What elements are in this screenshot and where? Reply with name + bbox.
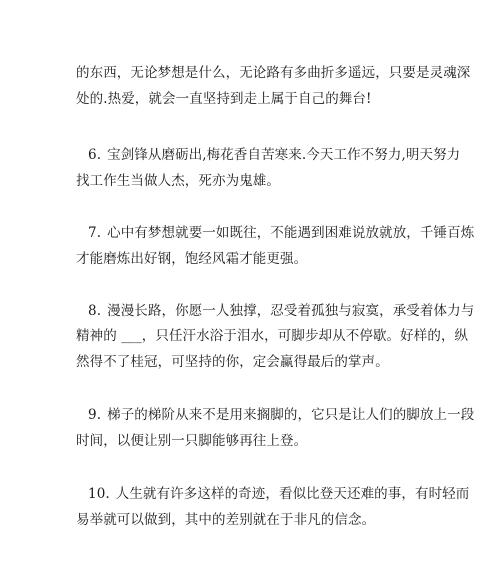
paragraph-intro-line-1: 的东西，无论梦想是什么，无论路有多曲折多遥远，只要是灵魂深 [76,65,471,81]
paragraph-10-line-2: 易举就可以做到，其中的差别就在于非凡的信念。 [76,512,376,528]
paragraph-10-line-1 [88,486,469,502]
paragraph-9-line-2: 时间，以便让别一只脚能够再往上登。 [76,433,308,449]
paragraph-9-number: 9. [88,407,102,423]
paragraph-6-line-2: 找工作生当做人杰，死亦为鬼雄。 [76,173,280,189]
paragraph-8-line-1 [88,303,474,319]
paragraph-9-text-1: 梯子的梯阶从来不是用来搁脚的，它只是让人们的脚放上一段 [107,407,475,423]
paragraph-10-number: 10. [88,486,110,502]
paragraph-10-text-1: 人生就有许多这样的奇迹，看似比登天还难的事，有时轻而 [115,486,470,502]
paragraph-8-line-3: 然得不了桂冠，可坚持的你，定会赢得最后的掌声。 [76,354,389,370]
paragraph-6-text-1: 宝剑锋从磨砺出,梅花香自苦寒来.今天工作不努力,明天努力 [107,147,461,163]
paragraph-6-line-1 [88,147,460,163]
paragraph-7-text-1: 心中有梦想就要一如既往，不能遇到困难说放就放，千锤百炼 [107,225,475,241]
paragraph-9-line-1 [88,407,474,423]
paragraph-6-number: 6. [88,147,102,163]
paragraph-7-line-2: 才能磨炼出好钢，饱经风霜才能更强。 [76,251,308,267]
paragraph-8-text-1: 漫漫长路，你愿一人独撑，忍受着孤独与寂寞，承受着体力与 [107,303,475,319]
paragraph-8-number: 8. [88,303,102,319]
paragraph-7-number: 7. [88,225,102,241]
paragraph-intro-line-2: 处的.热爱，就会一直坚持到走上属于自己的舞台! [76,91,372,107]
paragraph-7-line-1 [88,225,474,241]
paragraph-8-line-2: 精神的 ___，只任汗水浴于泪水，可脚步却从不停歇。好样的，纵 [76,328,469,344]
